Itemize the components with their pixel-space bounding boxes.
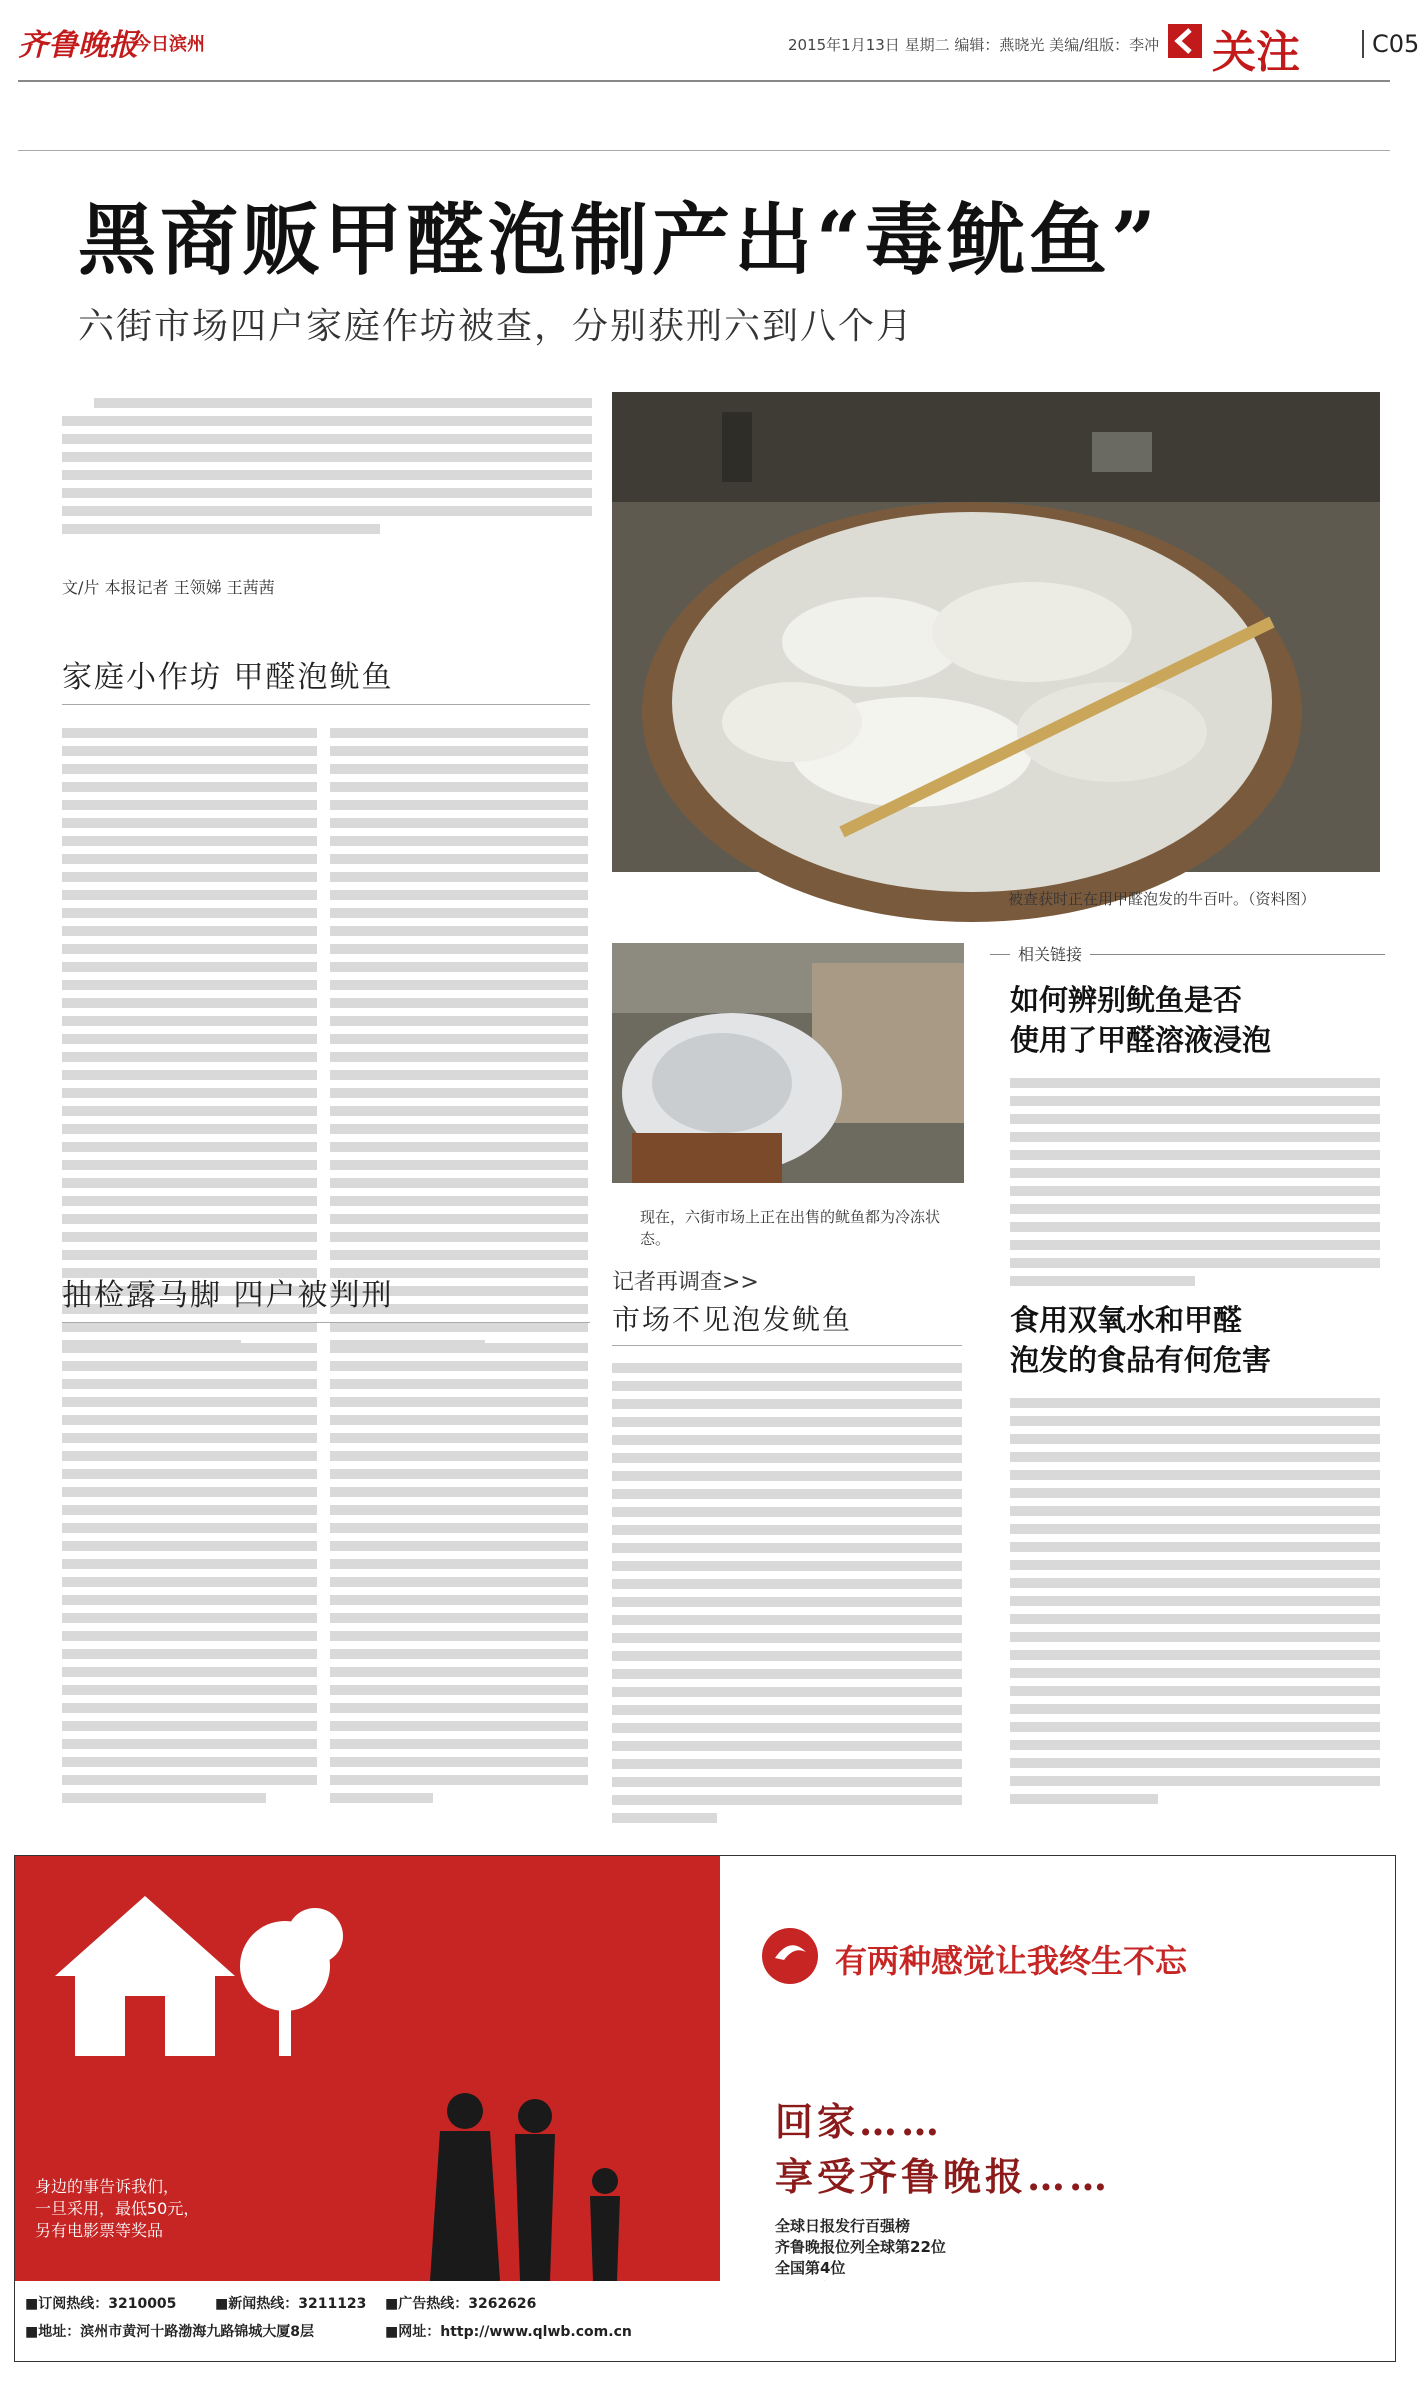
- section-arrow-icon: [1168, 24, 1202, 58]
- honor-line: 全国第4位: [775, 2259, 846, 2277]
- sidebar-answer-1: [1010, 1070, 1380, 1294]
- sidebar-question-2: [1010, 1300, 1271, 1380]
- section1-col2: [330, 720, 588, 1358]
- honor-line: 全球日报发行百强榜: [775, 2217, 911, 2235]
- sidebar-question-2-line2: 泡发的食品有何危害: [1010, 1343, 1272, 1377]
- section-heading-market: 市场不见泡发鱿鱼: [612, 1303, 853, 1336]
- photo1-caption: 被查获时正在用甲醛泡发的牛百叶。（资料图）: [1008, 890, 1316, 908]
- related-links-sidebar: [990, 940, 1385, 1830]
- section-divider: [612, 1345, 962, 1346]
- headline-rule: [18, 150, 1390, 151]
- ad-hotline: ■广告热线：3262626: [385, 2296, 537, 2312]
- sidebar-answer-2: [1010, 1390, 1380, 1812]
- related-links-tag: 相关链接: [1010, 942, 1090, 965]
- honor-line: 齐鲁晚报位列全球第22位: [775, 2238, 946, 2256]
- office-address: ■地址：滨州市黄河十路渤海九路锦城大厦8层: [25, 2324, 314, 2340]
- section-heading-sentence: 抽检露马脚 四户被判刑: [62, 1278, 394, 1313]
- house-advertisement: [14, 1855, 1396, 2362]
- sidebar-question-1: [1010, 980, 1271, 1060]
- ad-footer: [15, 2281, 1395, 2361]
- news-tip-text: [35, 2176, 199, 2242]
- photo-frozen-squid: [612, 943, 964, 1183]
- ad-family-panel: [15, 2066, 720, 2281]
- section-divider: [62, 1322, 590, 1323]
- masthead: [18, 14, 1419, 78]
- sidebar-question-2-line1: 食用双氧水和甲醛: [1010, 1303, 1243, 1337]
- lead-paragraph: [62, 390, 592, 542]
- news-tip-line: 身边的事告诉我们，: [35, 2177, 180, 2196]
- byline: 文/片 本报记者 王领娣 王茜茜: [62, 578, 275, 597]
- section-divider: [62, 704, 590, 705]
- ad-slogan-banner: [720, 1856, 1395, 2066]
- section2-col1: [62, 1335, 317, 1811]
- headline: 黑商贩甲醛泡制产出“毒鱿鱼”: [78, 195, 1160, 286]
- sidebar-question-1-line2: 使用了甲醛溶液浸泡: [1010, 1023, 1272, 1057]
- section-name: 关注: [1212, 27, 1300, 78]
- date-line: 2015年1月13日 星期二 编辑：燕晓光 美编/组版：李冲: [788, 36, 1160, 54]
- paper-logo: 齐鲁晚报: [18, 28, 138, 63]
- section-banner: [1168, 14, 1358, 78]
- page-number: C05: [1362, 30, 1419, 58]
- section-heading-workshop: 家庭小作坊 甲醛泡鱿鱼: [62, 660, 394, 695]
- order-hotline: ■订阅热线：3210005: [25, 2296, 177, 2312]
- edition-label: 今日滨州: [133, 34, 205, 55]
- photo-squid-tank: [612, 392, 1380, 872]
- website: ■网址：http://www.qlwb.com.cn: [385, 2324, 632, 2340]
- sidebar-question-1-line1: 如何辨别鱿鱼是否: [1010, 983, 1243, 1017]
- section3-kicker: 记者再调查>>: [612, 1270, 759, 1295]
- ad-line-home: 回家……: [775, 2099, 944, 2144]
- section2-col2: [330, 1335, 588, 1811]
- section1-col1: [62, 720, 317, 1358]
- subheadline: 六街市场四户家庭作坊被查，分别获刑六到八个月: [78, 306, 915, 347]
- news-tip-line: 一旦采用，最低50元，: [35, 2199, 200, 2218]
- ad-slogan: 有两种感觉让我终生不忘: [835, 1942, 1188, 1980]
- news-tip-line: 另有电影票等奖品: [35, 2221, 164, 2240]
- masthead-rule: [18, 80, 1390, 82]
- ad-line-enjoy: 享受齐鲁晚报……: [775, 2154, 1112, 2199]
- photo2-caption: 现在，六街市场上正在出售的鱿鱼都为冷冻状态。: [640, 1208, 941, 1248]
- section3-text: [612, 1355, 962, 1831]
- news-hotline: ■新闻热线：3211123: [215, 2296, 367, 2312]
